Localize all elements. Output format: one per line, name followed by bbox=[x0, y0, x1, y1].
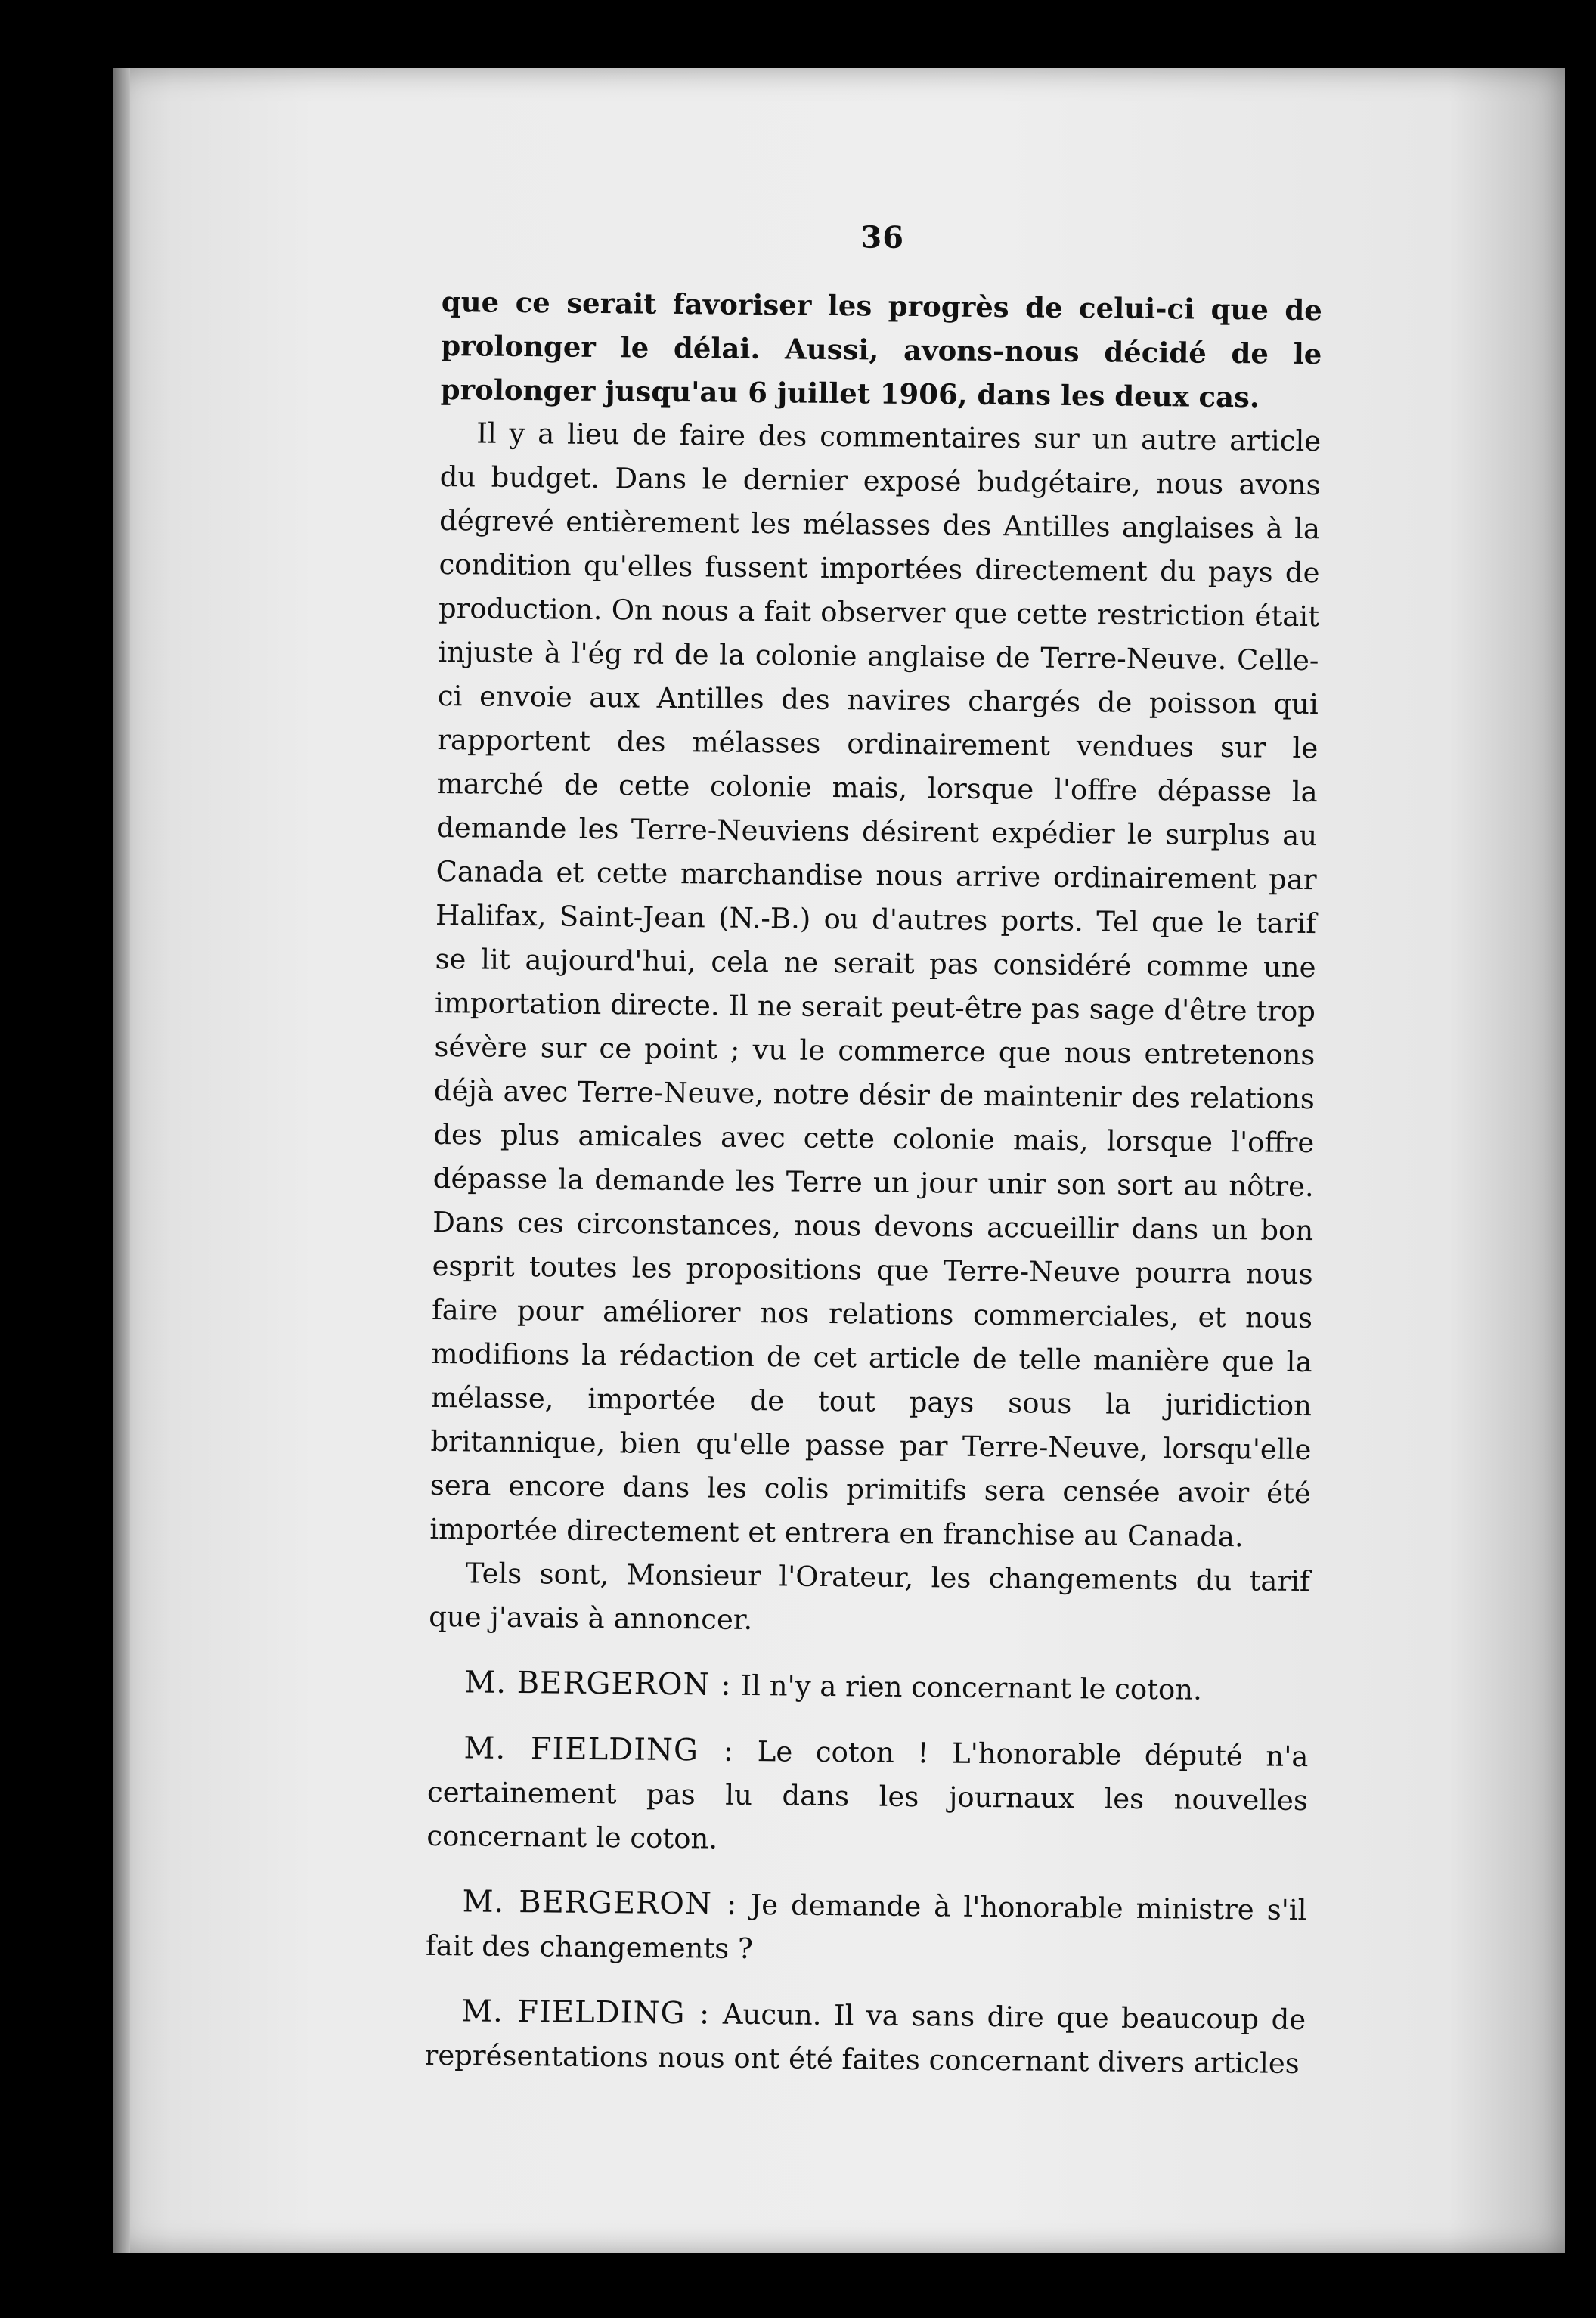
speech-text: Je demande à l'honorable ministre s'il fait des changements ? bbox=[425, 1889, 1307, 1966]
speech-text: Aucun. Il va sans dire que beaucoup de représentations nous ont été faites concernant divers articles bbox=[424, 1997, 1306, 2080]
speech-4 bbox=[424, 1989, 1306, 2086]
text-column bbox=[424, 215, 1323, 2086]
page-binding-edge bbox=[113, 68, 130, 2253]
speech-1 bbox=[428, 1660, 1309, 1713]
paragraph-3: Tels sont, Monsieur l'Orateur, les changements du tarif que j'avais à annoncer. bbox=[429, 1557, 1310, 1637]
speaker-name: M. FIELDING : bbox=[463, 1731, 735, 1768]
speech-3 bbox=[426, 1880, 1307, 1976]
speech-2 bbox=[426, 1726, 1309, 1867]
speaker-name: M. BERGERON : bbox=[464, 1665, 732, 1703]
page-number: 36 bbox=[860, 219, 905, 256]
speaker-name: M. BERGERON : bbox=[462, 1884, 738, 1922]
speech-text: Il n'y a rien concernant le coton. bbox=[740, 1669, 1203, 1706]
paragraph-1: que ce serait favoriser les progrès de celui-ci que de prolonger le délai. Aussi, avons-nous décidé de le prolonger jusqu'au 6 juillet 1906, dans les deux cas. bbox=[440, 284, 1323, 414]
speech-text: Le coton ! L'honorable député n'a certainement pas lu dans les journaux les nouvelles concernant le coton. bbox=[426, 1735, 1309, 1855]
speaker-name: M. FIELDING : bbox=[460, 1994, 711, 2031]
paragraph-2: Il y a lieu de faire des commentaires sur un autre article du budget. Dans le dernier exposé budgétaire, nous avons dégrevé entièrement les mélasses des Antilles anglaises à la condition qu'elles fussent importées directement du pays de production. On nous a fait observer que cette restriction était injuste à l'ég rd de la colonie anglaise de Terre-Neuve. Celle-ci envoie aux Antilles des navires chargés de poisson qui rapportent des mélasses ordinairement vendues sur le marché de cette colonie mais, lorsque l'offre dépasse la demande les Terre-Neuviens désirent expédier le surplus au Canada et cette marchandise nous arrive ordinairement par Halifax, Saint-Jean (N.-B.) ou d'autres ports. Tel que le tarif se lit aujourd'hui, cela ne serait pas considéré comme une importation directe. Il ne serait peut-être pas sage d'être trop sévère sur ce point ; vu le commerce que nous entretenons déjà avec Terre-Neuve, notre désir de maintenir des relations des plus amicales avec cette colonie mais, lorsque l'offre dépasse la demande les Terre un jour unir son sort au nôtre. Dans ces circonstances, nous devons accueillir dans un bon esprit toutes les propositions que Terre-Neuve pourra nous faire pour améliorer nos relations commerciales, et nous modifions la rédaction de cet article de telle manière que la mélasse, importée de tout pays sous la juridiction britannique, bien qu'elle passe par Terre-Neuve, lorsqu'elle sera encore dans les colis primitifs sera censée avoir été importée directement et entrera en franchise au Canada. bbox=[429, 417, 1322, 1554]
